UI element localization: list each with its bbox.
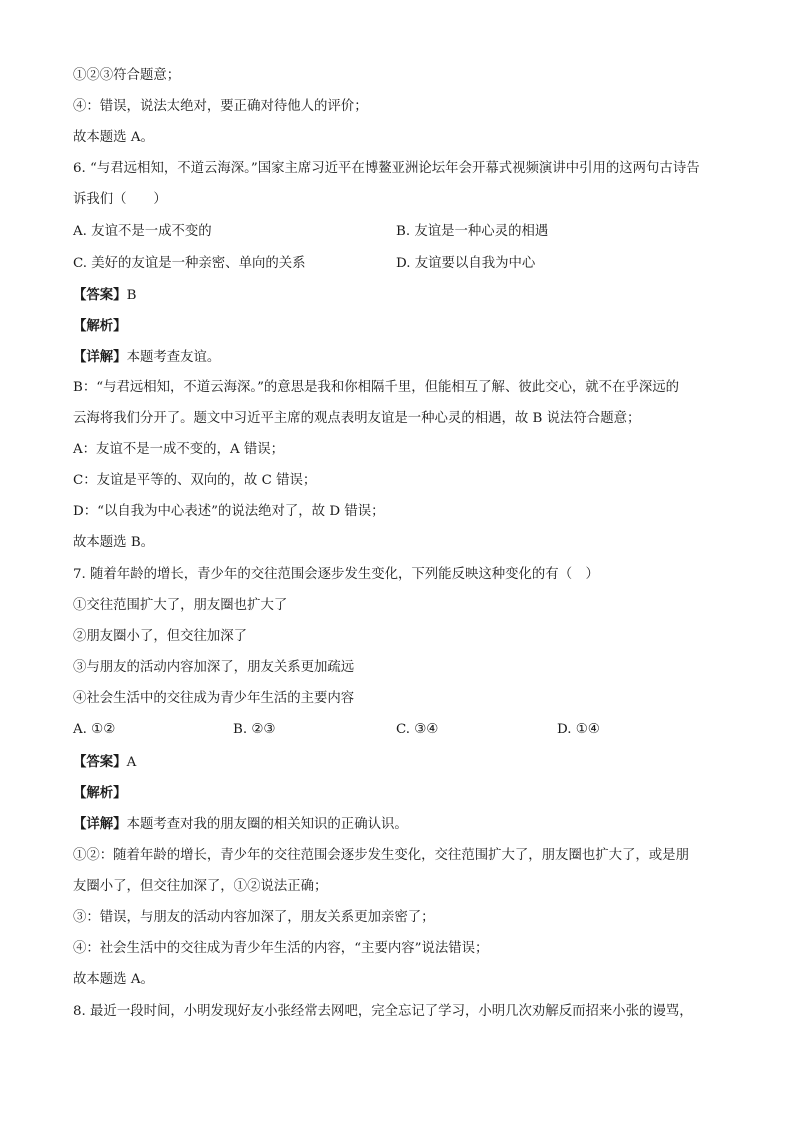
statement-item: ④社会生活中的交往成为青少年生活的主要内容 [73, 691, 355, 706]
question-6-stem: 诉我们（ ） [73, 192, 167, 207]
text-line: 故本题选 A。 [73, 130, 154, 145]
detail-line [73, 347, 220, 368]
text-line: 云海将我们分开了。题文中习近平主席的观点表明友谊是一种心灵的相遇，故 B 说法符合题意； [73, 411, 641, 426]
answer-value: A [126, 755, 137, 770]
answer-value: B [126, 288, 137, 303]
statement-item: ①交往范围扩大了，朋友圈也扩大了 [73, 598, 288, 613]
option-b: B. 友谊是一种心灵的相遇 [396, 224, 549, 239]
text-line: A：友谊不是一成不变的，A 错误； [73, 442, 285, 457]
text-line: D：“以自我为中心表述”的说法绝对了，故 D 错误； [73, 504, 385, 519]
option-a: A. ①② [73, 722, 116, 737]
analysis-tag: 【解析】 [73, 318, 127, 334]
answer-tag: 【答案】 [73, 287, 127, 303]
option-c: C. ③④ [396, 722, 439, 737]
detail-tag: 【详解】 [73, 349, 127, 365]
detail-text: 本题考查对我的朋友圈的相关知识的正确认识。 [126, 817, 408, 832]
detail-tag: 【详解】 [73, 816, 127, 832]
detail-line [73, 814, 408, 835]
statement-item: ③与朋友的活动内容加深了，朋友关系更加疏远 [73, 660, 355, 675]
option-c: C. 美好的友谊是一种亲密、单向的关系 [73, 256, 306, 271]
option-d: D. 友谊要以自我为中心 [396, 256, 536, 271]
question-8-stem: 8. 最近一段时间，小明发现好友小张经常去网吧，完全忘记了学习，小明几次劝解反而招来小张的谩骂， [73, 1004, 693, 1019]
detail-text: 本题考查友谊。 [126, 350, 221, 365]
answer-line [73, 285, 136, 306]
text-line: ①②③符合题意； [73, 68, 181, 83]
text-line: ①②：随着年龄的增长，青少年的交往范围会逐步发生变化，交往范围扩大了，朋友圈也扩大了，或是朋 [73, 848, 689, 863]
option-d: D. ①④ [557, 722, 600, 737]
statement-item: ②朋友圈小了，但交往加深了 [73, 629, 248, 644]
question-7-stem: 7. 随着年龄的增长，青少年的交往范围会逐步发生变化，下列能反映这种变化的有（ ） [73, 567, 599, 582]
text-line: C：友谊是平等的、双向的，故 C 错误； [73, 473, 317, 488]
option-b: B. ②③ [233, 722, 276, 737]
analysis-tag: 【解析】 [73, 785, 127, 801]
text-line: B：“与君远相知，不道云海深。”的意思是我和你相隔千里，但能相互了解、彼此交心，就不在乎深远的 [73, 380, 680, 395]
text-line: 故本题选 B。 [73, 535, 155, 550]
answer-line [73, 752, 136, 773]
text-line: ④：社会生活中的交往成为青少年生活的内容，“主要内容”说法错误； [73, 941, 489, 956]
text-line: 故本题选 A。 [73, 972, 154, 987]
option-a: A. 友谊不是一成不变的 [73, 224, 212, 239]
text-line: 友圈小了，但交往加深了，①②说法正确； [73, 879, 328, 894]
question-6-stem: 6. “与君远相知，不道云海深。”国家主席习近平在博鳌亚洲论坛年会开幕式视频演讲中引用的这两句古诗告 [73, 161, 700, 176]
answer-tag: 【答案】 [73, 754, 127, 770]
text-line: ③：错误，与朋友的活动内容加深了，朋友关系更加亲密了； [73, 910, 435, 925]
text-line: ④：错误，说法太绝对，要正确对待他人的评价； [73, 99, 368, 114]
